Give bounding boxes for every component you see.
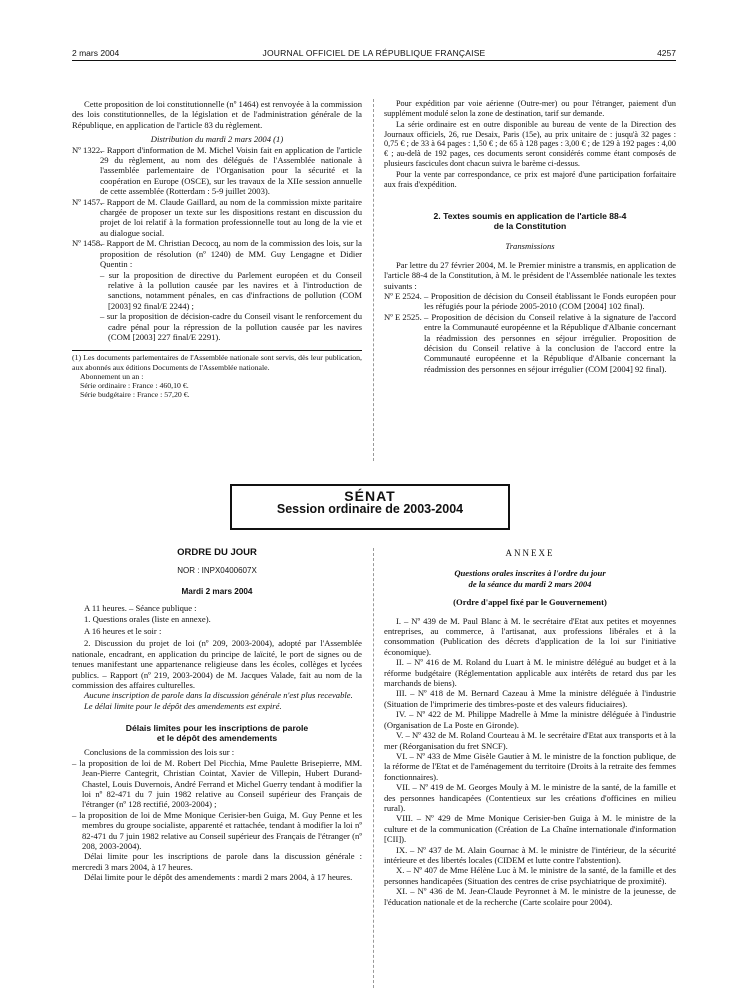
bill-item: – la proposition de loi de Mme Monique Cerisier-ben Guiga, M. Guy Penne et les membres du groupe socialiste, apparenté et rattachée, tendant à modifier la loi nº 82-471 du 7 juin 1982 relative au Conseil supérieur des Français de l'étranger (nº 208, 2003-2004).	[72, 809, 362, 851]
question-item: X. – Nº 407 de Mme Hélène Luc à M. le ministre de la santé, de la famille et des personnes handicapées (Situation des centres de crise psychiatrique de proximité).	[384, 865, 676, 886]
pricing-paragraph: La série ordinaire est en outre disponible au bureau de vente de la Direction des Journaux officiels, 26, rue Desaix, Paris (15e), au prix unitaire de : jusqu'à 32 pages : 0,75 € ; de 33 à 64 pages : 1,50 € ; de 65 à 128 pages : 3,00 € ; de 129 à 192 pages : 4,00 € ; au-delà de 192 pages, ces documents seront considérés comme étant composés de plusieurs fascicules dont chacun suivra le barème ci-dessus.	[384, 120, 676, 168]
sub-item: – sur la proposition de directive du Parlement européen et du Conseil relative à la pollution causée par les navires et à l'introduction de sanctions, notamment pénales, en cas d'infractions de pollution (COM [2003] 92 final/E 2244) ;	[100, 269, 362, 311]
question-item: III. – Nº 418 de M. Bernard Cazeau à Mme la ministre déléguée à l'industrie (Situation de l'imprimerie des timbres-poste et des valeurs fiduciaires).	[384, 688, 676, 709]
agenda-date: Mardi 2 mars 2004	[181, 586, 253, 596]
item-text: – Rapport d'information de M. Michel Voisin fait en application de l'article 29 du règlement, au nom des délégués de l'Assemblée nationale à l'assemblée parlementaire de l'Organisation pour la sécurité et la coopération en Europe (OSCE), sur les travaux de la XIIe session annuelle de cette assemblée (Rotterdam : 5-9 juillet 2003).	[100, 144, 362, 197]
nor-reference: NOR : INPX0400607X	[177, 566, 257, 576]
item-text: – Proposition de décision du Conseil relative à la signature de l'accord entre la Communauté européenne et la République d'Albanie concernant la réadmission des personnes en séjour irrégulier. Proposition de décision du Conseil relative à la conclusion de l'accord entre la Communauté européenne et la République d'Albanie concernant la réadmission des personnes en séjour irrégulier (COM [2004] 92 final).	[424, 311, 676, 374]
transmission-paragraph: Par lettre du 27 février 2004, M. le Premier ministre a transmis, en application de l'article 88-4 de la Constitution, à M. le président de l'Assemblée nationale les textes suivants :	[384, 259, 676, 291]
senat-banner	[230, 484, 510, 530]
column-separator-top	[373, 99, 374, 461]
mail-order-paragraph: Pour la vente par correspondance, ce prix est majoré d'une participation forfaitaire aux frais d'expédition.	[384, 170, 676, 189]
item-number: Nº E 2524.	[384, 290, 422, 301]
question-item: V. – Nº 432 de M. Roland Courteau à M. le secrétaire d'Etat aux transports et à la mer (Réorganisation du fret SNCF).	[384, 730, 676, 751]
questions-heading-line2: de la séance du mardi 2 mars 2004	[468, 578, 592, 589]
questions-list	[384, 616, 676, 907]
agenda-line: A 11 heures. – Séance publique :	[84, 603, 197, 614]
document-item	[384, 291, 676, 312]
deadline-paragraph: Délai limite pour les inscriptions de parole dans la discussion générale : mercredi 3 mars 2004, à 17 heures.	[72, 851, 362, 872]
page-header	[72, 48, 676, 61]
subscription-ordinary: Série ordinaire : France : 460,10 €.	[80, 380, 189, 390]
subscription-budget: Série budgétaire : France : 57,20 €.	[80, 390, 190, 400]
agenda-line: 1. Questions orales (liste en annexe).	[84, 613, 211, 624]
question-item: VII. – Nº 419 de M. Georges Mouly à M. le ministre de la santé, de la famille et des personnes handicapées (Contentieux sur les créations d'officines en milieu rural).	[384, 782, 676, 813]
item-number: Nº 1457.	[72, 196, 103, 207]
question-item: IV. – Nº 422 de M. Philippe Madrelle à Mme la ministre déléguée à l'industrie (Organisation de La Poste en Gironde).	[384, 709, 676, 730]
questions-heading: Questions orales inscrites à l'ordre du jour	[454, 568, 606, 579]
item-number: Nº 1458.	[72, 238, 103, 249]
senat-session: Session ordinaire de 2003-2004	[276, 502, 464, 517]
agenda-title: ORDRE DU JOUR	[177, 547, 257, 558]
conclusions-line: Conclusions de la commission des lois sur :	[84, 747, 235, 758]
document-item	[72, 238, 362, 269]
lower-left-column	[72, 548, 362, 883]
question-item: II. – Nº 416 de M. Roland du Luart à M. le ministre délégué au budget et à la réforme budgétaire (Réglementation applicable aux intérêts de retard dus par les marchands de biens).	[384, 657, 676, 689]
item-number: Nº 1322.	[72, 144, 103, 155]
document-item	[72, 145, 362, 197]
subscription-label: Abonnement un an :	[80, 371, 144, 381]
agenda-note: Aucune inscription de parole dans la discussion générale n'est plus recevable.	[84, 690, 353, 701]
document-item	[384, 312, 676, 374]
upper-left-column	[72, 99, 362, 399]
deadline-paragraph: Délai limite pour le dépôt des amendements : mardi 2 mars 2004, à 17 heures.	[84, 872, 353, 883]
lower-right-column	[384, 548, 676, 907]
agenda-paragraph: 2. Discussion du projet de loi (nº 209, 2003-2004), adopté par l'Assemblée nationale, encadrant, en application du principe de laïcité, le port de signes ou de tenues manifestant une appartenance religieuse dans les écoles, collèges et lycées publics. – Rapport (nº 219, 2003-2004) de M. Jacques Valade, fait au nom de la commission des affaires culturelles.	[72, 638, 362, 691]
section-title-line2: de la Constitution	[493, 221, 567, 232]
footnote: (1) Les documents parlementaires de l'Assemblée nationale sont servis, dès leur publication, aux abonnés aux éditions Documents de l'Assemblée nationale.	[72, 353, 362, 372]
shipping-paragraph: Pour expédition par voie aérienne (Outre-mer) ou pour l'étranger, paiement d'un supplément modulé selon la zone de destination, tarif sur demande.	[384, 99, 676, 118]
section-title: 2. Textes soumis en application de l'article 88-4	[433, 211, 627, 222]
item-text: – Rapport de M. Christian Decocq, au nom de la commission des lois, sur la proposition de résolution (nº 1240) de MM. Guy Lengagne et Didier Quentin :	[100, 238, 362, 270]
upper-right-column	[384, 99, 676, 374]
header-date: 2 mars 2004	[72, 48, 120, 58]
order-heading: (Ordre d'appel fixé par le Gouvernement)	[453, 597, 607, 608]
item-text: – Rapport de M. Claude Gaillard, au nom de la commission mixte paritaire chargée de proposer un texte sur les dispositions restant en discussion du projet de loi relatif à la formation professionnelle tout au long de la vie et au dialogue social.	[100, 196, 362, 238]
agenda-line: A 16 heures et le soir :	[84, 626, 162, 637]
senat-title: SÉNAT	[344, 488, 396, 504]
document-item	[72, 197, 362, 239]
deadlines-title-line2: et le dépôt des amendements	[156, 733, 278, 744]
question-item: XI. – Nº 436 de M. Jean-Claude Peyronnet à M. le ministre de la jeunesse, de l'éducation nationale et de la recherche (Carte scolaire pour 2004).	[384, 886, 676, 907]
bill-item: – la proposition de loi de M. Robert Del Picchia, Mme Paulette Brisepierre, MM. Jean-Pierre Cantegrit, Christian Cointat, Xavier de Villepin, Hubert Durand-Chastel, Louis Duvernois, André Ferrand et Michel Guerry tendant à modifier la loi nº 82-471 du 7 juin 1982 relative au Conseil supérieur des Français de l'étranger (nº 128 rectifié, 2003-2004) ;	[72, 757, 362, 810]
journal-title: JOURNAL OFFICIEL DE LA RÉPUBLIQUE FRANÇAISE	[262, 48, 486, 58]
agenda-note: Le délai limite pour le dépôt des amendements est expiré.	[84, 700, 282, 711]
deadlines-title: Délais limites pour les inscriptions de parole	[125, 723, 309, 734]
page-number: 4257	[657, 48, 676, 58]
question-item: IX. – Nº 437 de M. Alain Gournac à M. le ministre de l'intérieur, de la sécurité intérieure et des libertés locales (CIDEM et lutte contre l'abstention).	[384, 844, 676, 865]
question-item: I. – Nº 439 de M. Paul Blanc à M. le secrétaire d'Etat aux petites et moyennes entreprises, au commerce, à l'artisanat, aux professions libérales et à la consommation (Publication des décrets d'application de la loi sur l'initiative économique).	[384, 615, 676, 657]
item-text: – Proposition de décision du Conseil établissant le Fonds européen pour les réfugiés pour la période 2005-2010 (COM [2004] 102 final).	[424, 290, 676, 312]
item-number: Nº E 2525.	[384, 311, 422, 322]
footnote-block	[72, 350, 362, 399]
question-item: VIII. – Nº 429 de Mme Monique Cerisier-ben Guiga à M. le ministre de la culture et de la communication (Création de La Chaîne internationale d'information [CII]).	[384, 813, 676, 845]
intro-paragraph: Cette proposition de loi constitutionnelle (nº 1464) est renvoyée à la commission des lois constitutionnelles, de la législation et de l'administration générale de la République, en application de l'article 83 du règlement.	[72, 99, 362, 130]
distribution-heading: Distribution du mardi 2 mars 2004 (1)	[150, 134, 284, 145]
question-item: VI. – Nº 433 de Mme Gisèle Gautier à M. le ministre de la fonction publique, de la réforme de l'Etat et de l'aménagement du territoire (Droits à la retraite des femmes fonctionnaires).	[384, 750, 676, 782]
sub-item: – sur la proposition de décision-cadre du Conseil visant le renforcement du cadre pénal pour la répression de la pollution causée par les navires (COM [2003] 227 final/E 2291).	[100, 311, 362, 342]
transmissions-heading: Transmissions	[505, 241, 555, 252]
annex-title: ANNEXE	[505, 548, 555, 558]
column-separator-bottom	[373, 548, 374, 988]
